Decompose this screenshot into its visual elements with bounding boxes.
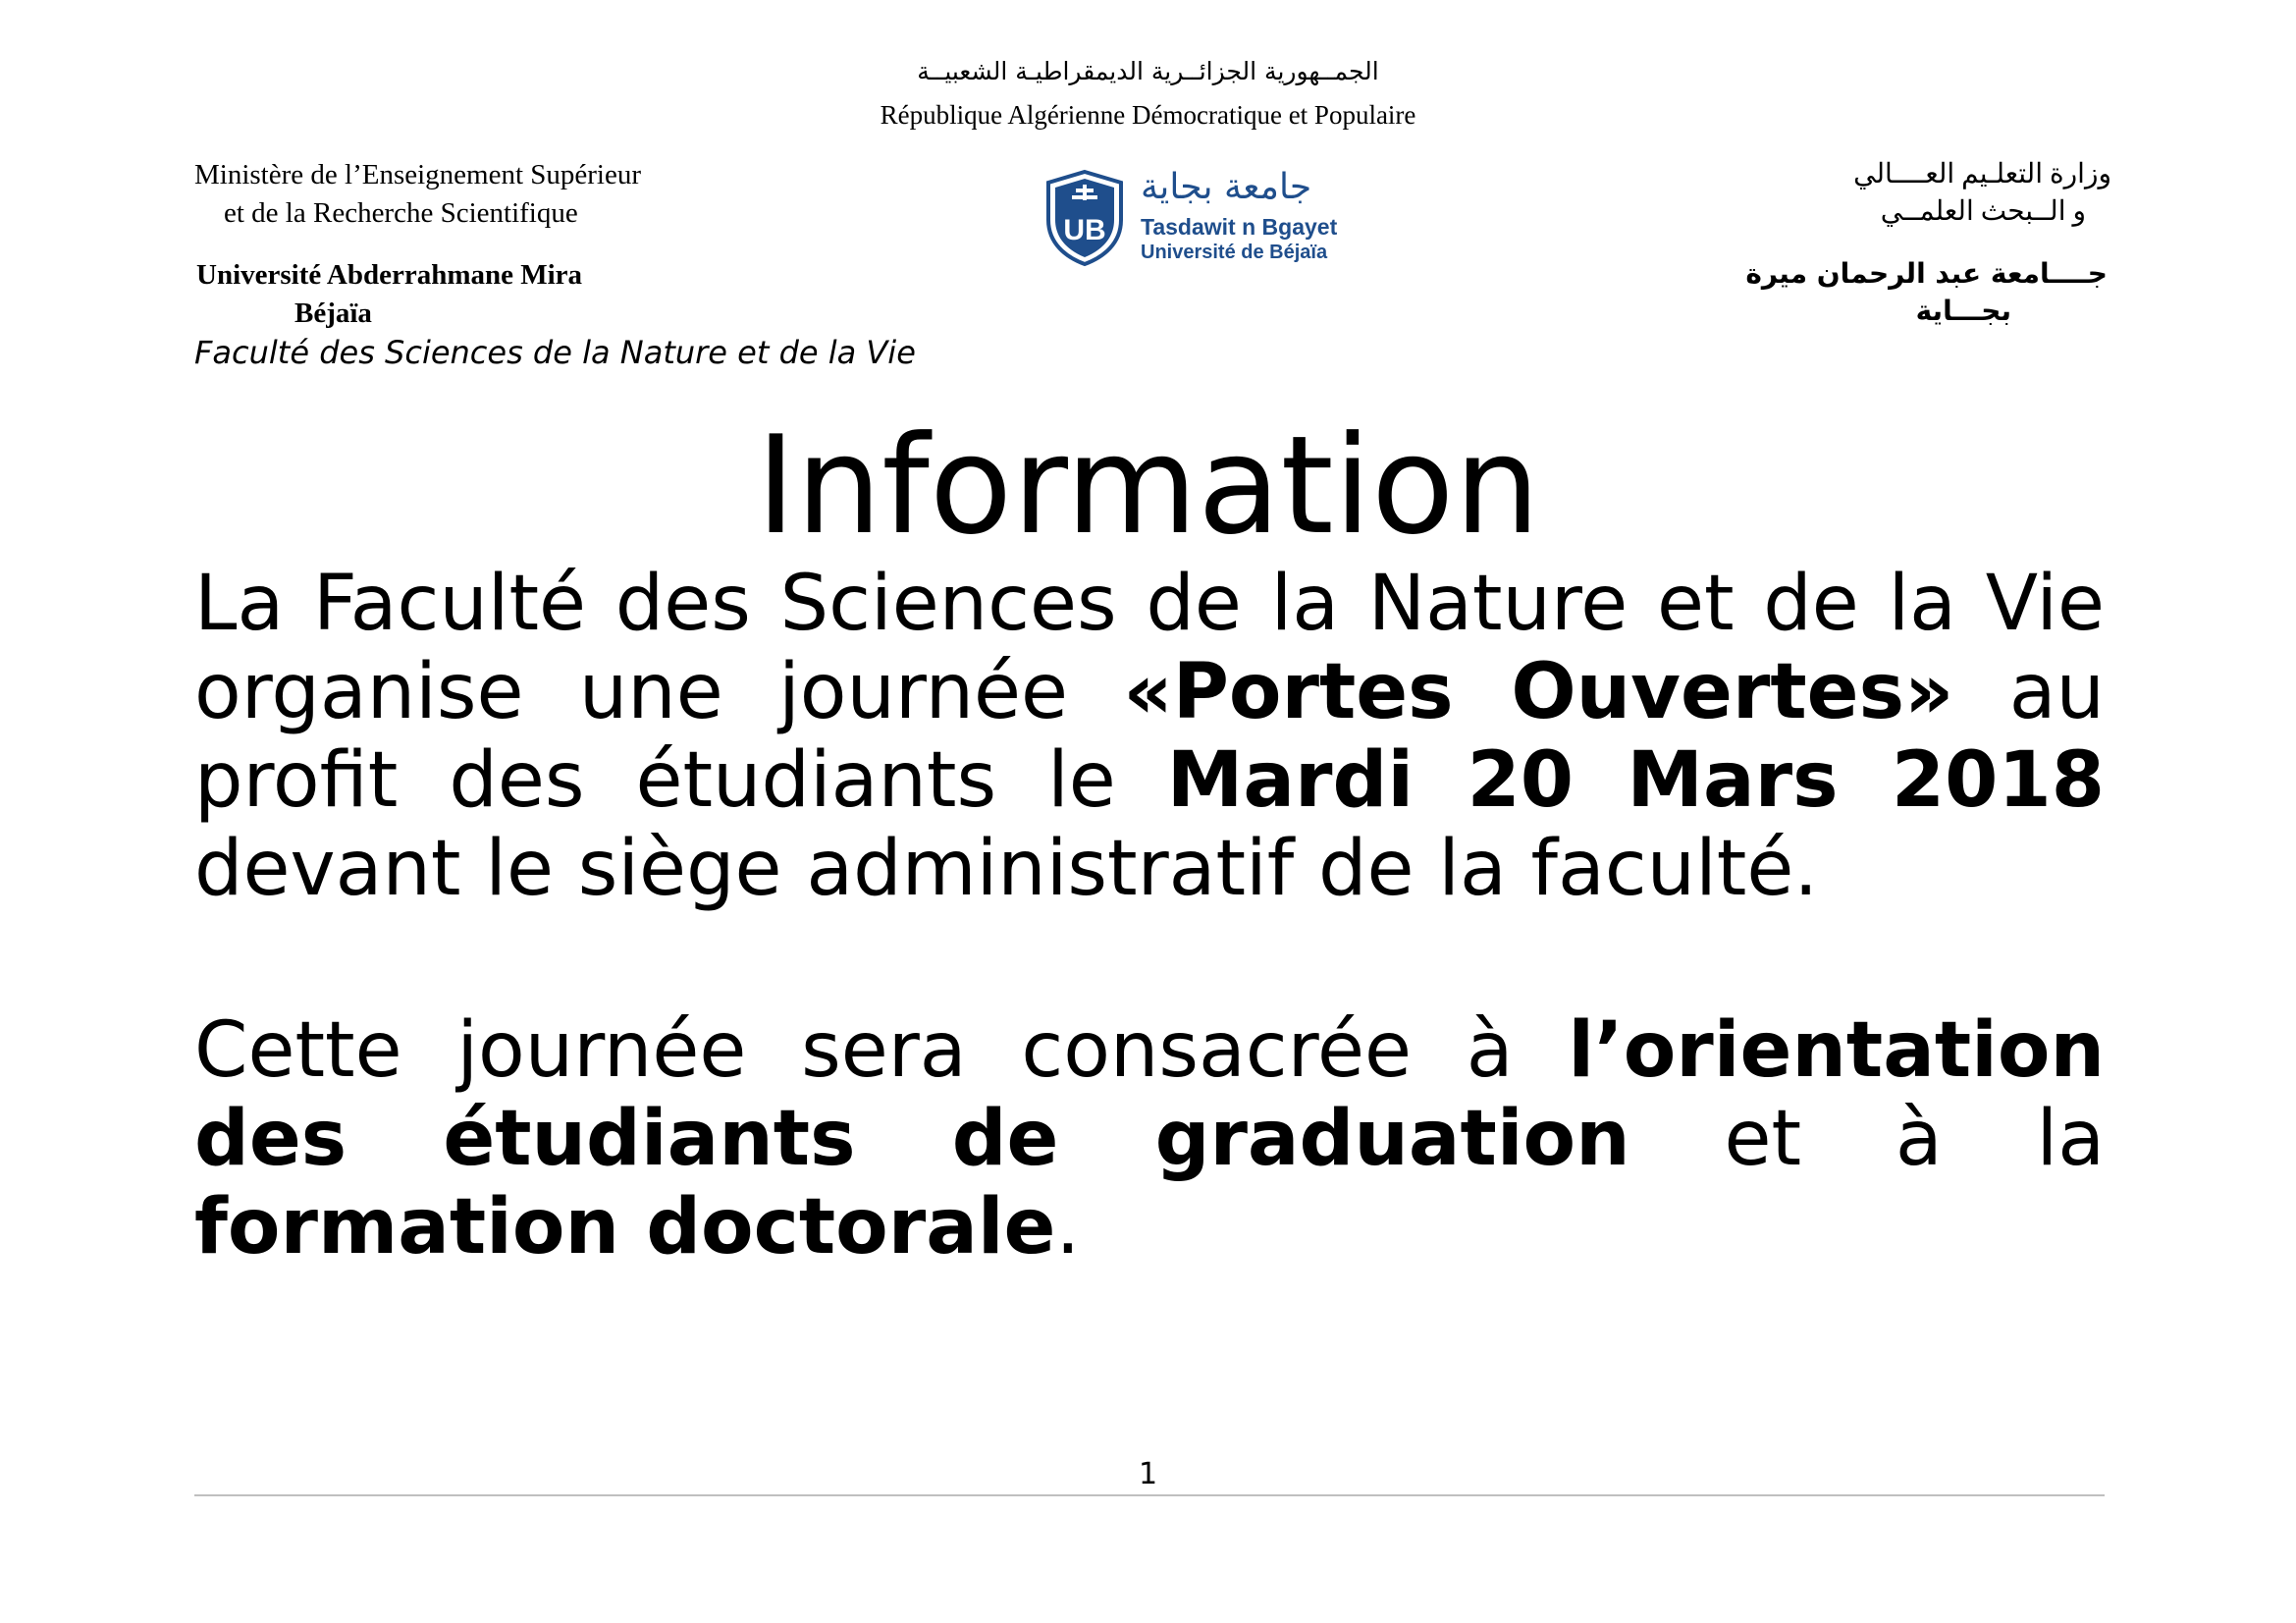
university-emblem-icon: [1042, 169, 1127, 267]
ministry-name-arabic-line1: وزارة التعلـيم العــــالي: [1853, 159, 2111, 189]
paragraph1-text-2: au profit des étudiants le: [194, 648, 2105, 825]
purpose-paragraph: [194, 1006, 2105, 1271]
university-name-arabic-line2: بجـــاية: [1915, 295, 2011, 327]
faculty-name-french: Faculté des Sciences de la Nature et de la Vie: [194, 334, 916, 371]
country-name-arabic: الجمــهورية الجزائــرية الديمقراطيـة الشعبيــة: [917, 57, 1379, 85]
paragraph2-text-2: et à la: [1629, 1095, 2105, 1183]
page-number: 1: [1138, 1457, 1158, 1491]
page-title: Information: [756, 406, 1540, 565]
university-name-arabic-line1: جــــامعة عبد الرحمان ميرة: [1745, 257, 2108, 290]
paragraph2-text-3: .: [1055, 1183, 1081, 1271]
orientation-topic: l’orientation des étudiants de graduation: [194, 1006, 2105, 1183]
university-name-french-line1: Université Abderrahmane Mira: [196, 259, 583, 291]
event-name: «Portes Ouvertes»: [1123, 648, 1954, 736]
doctoral-topic: formation doctorale: [194, 1183, 1056, 1271]
ministry-name-arabic-line2: و الــبحث العلمــي: [1880, 196, 2086, 227]
logo-tamazight-name: Tasdawit n Bgayet: [1141, 214, 1338, 240]
footer-divider: [194, 1494, 2105, 1496]
university-name-french-line2: Béjaïa: [294, 298, 372, 329]
ministry-name-french-line1: Ministère de l’Enseignement Supérieur: [194, 159, 642, 190]
paragraph1-text-1: La Faculté des Sciences de la Nature et de la Vie organise une journée: [194, 560, 2105, 736]
logo-monogram: UB: [1063, 214, 1106, 246]
country-name-french: République Algérienne Démocratique et Populaire: [880, 100, 1416, 130]
event-date: Mardi 20 Mars 2018: [1166, 736, 2105, 825]
logo-arabic-name: جامعة بجاية: [1141, 167, 1312, 207]
announcement-paragraph: [194, 560, 2105, 913]
paragraph1-text-3: devant le siège administratif de la faculté.: [194, 825, 1819, 913]
logo-french-name: Université de Béjaïa: [1141, 242, 1328, 263]
university-logo: [1042, 169, 1357, 267]
paragraph2-text-1: Cette journée sera consacrée à: [194, 1006, 1569, 1095]
ministry-name-french-line2: et de la Recherche Scientifique: [224, 197, 578, 229]
